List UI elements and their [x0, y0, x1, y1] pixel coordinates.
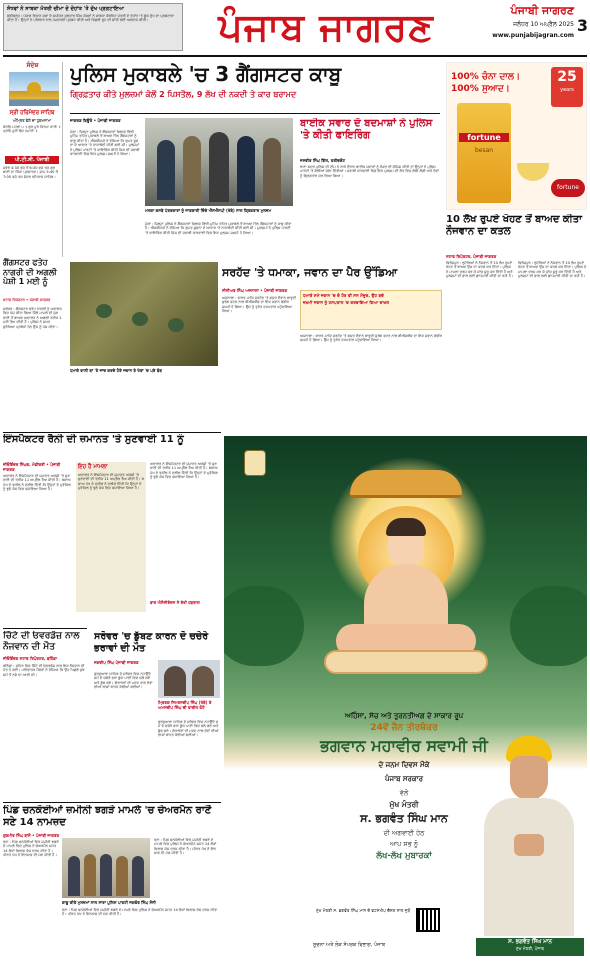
- blast-body: ਅਜਨਾਲਾ : ਭਾਰਤ-ਪਾਕਿ ਸਰਹੱਦ 'ਤੇ ਗਸ਼ਤ ਦੌਰਾਨ ਬਾਰੂਦੀ ਸੁਰੰਗ ਫਟਣ ਨਾਲ ਬੀਐੱਸਐੱਫ ਦਾ ਇਕ ਜਵਾਨ ਗੰਭੀਰ ਜ਼ਖ਼ਮੀ ਹੋ ਗਿਆ। ਉਸ ਨੂੰ ਤੁਰੰਤ ਹਸਪਤਾਲ ਪਹੁੰਚਾਇਆ ਗਿਆ।: [222, 296, 296, 314]
- drowning-body-col2: ਗੁਰਦੁਆਰਾ ਸਾਹਿਬ ਦੇ ਸਰੋਵਰ ਵਿਚ ਨਹਾਉਂਦੇ ਸਮੇਂ ਦੋ ਚਚੇਰੇ ਭਰਾ ਡੂੰਘੇ ਪਾਣੀ ਵਿਚ ਚਲੇ ਗਏ ਅਤੇ ਡੁੱਬ ਗਏ। ਗੋਤਾਖੋਰਾਂ ਦੀ ਮਦਦ ਨਾਲ ਦੋਵਾਂ ਦੀਆਂ ਲਾਸ਼ਾਂ ਬਾਹਰ ਕੱਢੀਆਂ ਗਈਆਂ।: [158, 720, 219, 738]
- main-body-col2: ਮੋਗਾ : ਜ਼ਿਲ੍ਹਾ ਪੁਲਿਸ ਨੇ ਗੈਂਗਸਟਰਾਂ ਖ਼ਿਲਾਫ਼ ਵਿੱਢੀ ਮੁਹਿੰਮ ਤਹਿਤ ਮੁਕਾਬਲੇ ਤੋਂ ਬਾਅਦ ਤਿੰਨ ਗੈਂਗਸਟਰਾਂ ਨੂੰ ਕਾਬੂ ਕੀਤਾ ਹੈ। ਐੱਸਐੱਸਪੀ ਨੇ ਦੱਸਿਆ ਕਿ ਗੁਪਤ ਸੂਚਨਾ ਦੇ ਆਧਾਰ 'ਤੇ ਨਾਕਾਬੰਦੀ ਕੀਤੀ ਗਈ ਸੀ। ਮੁਲਜ਼ਮਾਂ ਨੇ ਪੁਲਿਸ ਪਾਰਟੀ 'ਤੇ ਫਾਇਰਿੰਗ ਕੀਤੀ ਜਿਸ ਦੀ ਜਵਾਬੀ ਕਾਰਵਾਈ ਵਿਚ ਇਕ ਮੁਲਜ਼ਮ ਜ਼ਖ਼ਮੀ ਹੋ ਗਿਆ।: [145, 222, 292, 235]
- overdose-body: ਬਠਿੰਡਾ : ਸ਼ਹਿਰ ਵਿਚ ਚਿੱਟੇ ਦੀ ਓਵਰਡੋਜ਼ ਨਾਲ ਇਕ ਨੌਜਵਾਨ ਦੀ ਮੌਤ ਹੋ ਗਈ। ਪਰਿਵਾਰਕ ਮੈਂਬਰਾਂ ਨੇ ਦੱਸਿਆ ਕਿ ਉਹ ਪਿਛਲੇ ਕੁਝ ਸਮੇਂ ਤੋਂ ਨਸ਼ੇ ਦਾ ਆਦੀ ਸੀ।: [3, 664, 85, 677]
- inspector-subhead: ਬਾਰ ਐਸੋਸੀਏਸ਼ਨ ਨੇ ਰੱਖੀ ਹੜਤਾਲ: [150, 600, 200, 605]
- bike-body: ਥਾਣਾ ਸਦਰ ਪੁਲਿਸ ਦੀ ਟੀਮ ਨੇ ਨਾਕੇ ਦੌਰਾਨ ਬਾਈਕ ਸਵਾਰਾਂ ਨੂੰ ਰੋਕਣ ਦੀ ਕੋਸ਼ਿਸ਼ ਕੀਤੀ ਤਾਂ ਉਨ੍ਹਾਂ ਨੇ ਪੁਲਿਸ ਪਾਰਟੀ 'ਤੇ ਗੋਲੀਆਂ ਚਲਾ ਦਿੱਤੀਆਂ। ਜਵਾਬੀ ਕਾਰਵਾਈ ਵਿਚ ਇਕ ਮੁਲਜ਼ਮ ਦੀ ਲੱਤ ਵਿਚ ਗੋਲੀ ਲੱਗੀ ਅਤੇ ਦੋਵਾਂ ਨੂੰ ਗ੍ਰਿਫ਼ਤਾਰ ਕਰ ਲਿਆ ਗਿਆ।: [300, 165, 439, 178]
- mahavir-line5: ਪੰਜਾਬ ਸਰਕਾਰ: [384, 775, 423, 783]
- land-photo: [62, 838, 150, 898]
- mahavir-line2: 24ਵੇਂ ਜੈਨ ਤੀਰਥੰਕਰ: [370, 723, 438, 733]
- fortune-pack-brand: fortune: [459, 133, 509, 142]
- land-byline: ਗੁਰਮੀਤ ਸਿੰਘ ਬਾਂਸੋ • ਪੰਜਾਬੀ ਜਾਗਰਣ: [3, 833, 60, 838]
- fortune-pack-label: besan: [474, 147, 494, 154]
- fortune-badge-text: years: [560, 87, 574, 93]
- masthead-brand: ਪੰਜਾਬੀ ਜਾਗਰਣ: [510, 4, 574, 17]
- overdose-byline: ਜੀਓਇੰਦਰ ਸਟਾਫ ਰਿਪੋਰਟਰ, ਬਠਿੰਡਾ: [3, 656, 57, 661]
- murder-headline: 10 ਲੱਖ ਰੁਪਏ ਖੋਹਣ ਤੋਂ ਬਾਅਦ ਕੀਤਾ ਨੌਜਵਾਨ ਦਾ ਕਤਲ: [446, 214, 583, 237]
- mahavir-ad[interactable]: [224, 436, 587, 958]
- land-headline: ਪਿੰਡ ਚਨਕੋਈਆਂ ਜ਼ਮੀਨੀ ਝਗੜੇ ਮਾਮਲੇ 'ਚ ਚੇਅਰਮੈਨ ਰਾਣੋਂ ਸਣੇ 14 ਨਾਮਜ਼ਦ: [3, 805, 212, 828]
- mahavir-line4: ਦੇ ਜਨਮ ਦਿਵਸ ਮੌਕੇ: [378, 761, 430, 769]
- land-body: ਖੰਨਾ : ਪਿੰਡ ਚਨਕੋਈਆਂ ਵਿਖੇ ਜ਼ਮੀਨੀ ਝਗੜੇ ਦੇ ਮਾਮਲੇ ਵਿਚ ਪੁਲਿਸ ਨੇ ਚੇਅਰਮੈਨ ਸਮੇਤ 14 ਲੋਕਾਂ ਖ਼ਿਲਾਫ਼ ਕੇਸ ਦਰਜ ਕੀਤਾ ਹੈ। ਪੀੜਤ ਪੱਖ ਨੇ ਇਨਸਾਫ਼ ਦੀ ਮੰਗ ਕੀਤੀ ਹੈ।: [3, 840, 59, 858]
- top-news-text: ਚੰਡੀਗੜ੍ਹ : ਪੰਜਾਬ ਵਿਧਾਨ ਸਭਾ ਦੇ ਸਪੀਕਰ ਕੁਲਤਾਰ ਸਿੰਘ ਸੰਧਵਾਂ ਨੇ ਸਾਬਕਾ ਕੈਬਨਿਟ ਮੰਤਰੀ ਦੇ ਦੇਹਾਂਤ 'ਤੇ ਡੂੰਘੇ ਦੁੱਖ ਦਾ ਪ੍ਰਗਟਾਵਾ ਕੀਤਾ ਹੈ। ਉਨ੍ਹਾਂ ਨੇ ਪਰਿਵਾਰ ਨਾਲ ਹਮਦਰਦੀ ਪ੍ਰਗਟ ਕੀਤੀ ਅਤੇ ਵਿਛੜੀ ਰੂਹ ਦੀ ਸ਼ਾਂਤੀ ਲਈ ਅਰਦਾਸ ਕੀਤੀ।: [7, 14, 174, 23]
- blast-byline: ਸੀਨੀਅਰ ਸਿੰਘ ਅਜਨਾਲਾ • ਪੰਜਾਬੀ ਜਾਗਰਣ: [222, 288, 288, 293]
- fortune-besan-bowl: [517, 163, 549, 181]
- murder-body-col2: ਫਿਰੋਜ਼ਪੁਰ : ਲੁਟੇਰਿਆਂ ਨੇ ਨੌਜਵਾਨ ਤੋਂ 10 ਲੱਖ ਰੁਪਏ ਖੋਹਣ ਤੋਂ ਬਾਅਦ ਉਸ ਦਾ ਕਤਲ ਕਰ ਦਿੱਤਾ। ਪੁਲਿਸ ਨੇ ਮਾਮਲਾ ਦਰਜ ਕਰ ਕੇ ਜਾਂਚ ਸ਼ੁਰੂ ਕਰ ਦਿੱਤੀ ਹੈ ਅਤੇ ਮੁਲਜ਼ਮਾਂ ਦੀ ਭਾਲ ਲਈ ਛਾਪੇਮਾਰੀ ਕੀਤੀ ਜਾ ਰਹੀ ਹੈ।: [518, 261, 587, 279]
- drowning-body: ਗੁਰਦੁਆਰਾ ਸਾਹਿਬ ਦੇ ਸਰੋਵਰ ਵਿਚ ਨਹਾਉਂਦੇ ਸਮੇਂ ਦੋ ਚਚੇਰੇ ਭਰਾ ਡੂੰਘੇ ਪਾਣੀ ਵਿਚ ਚਲੇ ਗਏ ਅਤੇ ਡੁੱਬ ਗਏ। ਗੋਤਾਖੋਰਾਂ ਦੀ ਮਦਦ ਨਾਲ ਦੋਵਾਂ ਦੀਆਂ ਲਾਸ਼ਾਂ ਬਾਹਰ ਕੱਢੀਆਂ ਗਈਆਂ।: [94, 672, 153, 690]
- gangster-story: [3, 258, 63, 438]
- fortune-logo: fortune: [551, 179, 585, 197]
- main-headline: ਪੁਲਿਸ ਮੁਕਾਬਲੇ 'ਚ 3 ਗੈਂਗਸਟਰ ਕਾਬੂ: [70, 62, 342, 86]
- land-photo-caption: ਕਾਬੂ ਕੀਤੇ ਮੁਲਜ਼ਮਾਂ ਨਾਲ ਸਾਰਾ ਪੁਲਿਸ ਪਾਰਟੀ ਜਗਵੰਤ ਸਿੰਘ ਸੰਨੀ: [62, 900, 156, 905]
- fortune-badge: [551, 67, 583, 107]
- sidebar-sandesh: [3, 62, 63, 257]
- masthead-divider: [3, 55, 587, 57]
- fortune-ad[interactable]: [446, 62, 587, 210]
- mahavir-canopy: [350, 470, 462, 498]
- blast-photo-caption: ਧਮਾਕੇ ਵਾਲੀ ਥਾਂ 'ਤੇ ਜਾਂਚ ਕਰਦੇ ਹੋਏ ਜਵਾਨ ਤੇ ਖੇਤਾਂ 'ਚ ਪਏ ਬੰਬ: [70, 368, 162, 373]
- overdose-divider: [3, 628, 87, 629]
- mahavir-line8: ਸ. ਭਗਵੰਤ ਸਿੰਘ ਮਾਨ: [360, 812, 448, 825]
- fortune-badge-number: 25: [557, 69, 577, 85]
- golden-temple-image: [9, 72, 59, 106]
- drowning-photo: [158, 660, 220, 698]
- mahavir-line11: ਲੱਖ-ਲੱਖ ਮੁਬਾਰਕਾਂ: [376, 851, 432, 861]
- bike-headline: ਬਾਈਕ ਸਵਾਰ ਦੋ ਬਦਮਾਸ਼ਾਂ ਨੇ ਪੁਲਿਸ 'ਤੇ ਕੀਤੀ ਫਾਇਰਿੰਗ: [300, 118, 433, 141]
- mahavir-line1: ਅਹਿੰਸਾ, ਸੱਚ ਅਤੇ ਤੁਰਨਤੀਅਗ ਦੇ ਸਾਕਾਰ ਰੂਪ: [344, 712, 464, 720]
- mahavir-hair: [386, 518, 426, 536]
- left-foliage: [224, 586, 304, 666]
- gangster-body: ਜਲੰਧਰ : ਗੈਂਗਸਟਰ ਫਤੇਹ ਨਾਗਰੀ ਨੂੰ ਅਦਾਲਤ ਵਿਚ ਪੇਸ਼ ਕੀਤਾ ਗਿਆ ਜਿੱਥੇ ਮਾਮਲੇ ਦੀ ਸੁਣਵਾਈ ਤੋਂ ਬਾਅਦ ਅਦਾਲਤ ਨੇ ਅਗਲੀ ਤਰੀਕ 1 ਮਈ ਤੈਅ ਕੀਤੀ ਹੈ। ਪੁਲਿਸ ਨੇ ਸਖ਼ਤ ਸੁਰੱਖਿਆ ਪ੍ਰਬੰਧਾਂ ਹੇਠ ਉਸ ਨੂੰ ਪੇਸ਼ ਕੀਤਾ।: [3, 307, 62, 329]
- inspector-box-title: ਇਹ ਹੈ ਮਾਮਲਾ: [78, 464, 108, 470]
- punjab-emblem: [244, 450, 266, 476]
- blast-headline: ਸਰਹੱਦ 'ਤੇ ਧਮਾਕਾ, ਜਵਾਨ ਦਾ ਪੈਰ ਉੱਡਿਆ: [222, 266, 398, 279]
- inspector-headline: ਇੰਸਪੈਕਟਰ ਰੈਨੀ ਦੀ ਜ਼ਮਾਨਤ 'ਤੇ ਸੁਣਵਾਈ 11 ਨੂੰ: [3, 434, 184, 445]
- mahavir-line10: ਆਪ ਸਭ ਨੂੰ: [390, 840, 418, 848]
- land-divider: [3, 802, 221, 803]
- ptc-label: ਪੀ.ਟੀ.ਸੀ. ਪੰਜਾਬੀ: [5, 156, 59, 164]
- main-photo-caption: ਮਲਕਾ ਕਸਬੇ ਪੱਤਰਕਾਰਾਂ ਨੂੰ ਜਾਣਕਾਰੀ ਦਿੰਦੇ ਐੱਸਐੱਸਪੀ (ਖੱਬੇ) ਨਾਲ ਗ੍ਰਿਫ਼ਤਾਰ ਮੁਲਜ਼ਮ: [145, 208, 272, 213]
- mahavir-line7: ਮੁੱਖ ਮੰਤਰੀ: [389, 800, 419, 809]
- blast-bullets: [300, 290, 442, 330]
- cm-name: ਸ. ਭਗਵੰਤ ਸਿੰਘ ਮਾਨ: [508, 939, 552, 945]
- murder-byline: ਸਟਾਫ ਰਿਪੋਰਟਰ, ਪੰਜਾਬੀ ਜਾਗਰਣ: [446, 254, 497, 259]
- main-body: ਮੋਗਾ : ਜ਼ਿਲ੍ਹਾ ਪੁਲਿਸ ਨੇ ਗੈਂਗਸਟਰਾਂ ਖ਼ਿਲਾਫ਼ ਵਿੱਢੀ ਮੁਹਿੰਮ ਤਹਿਤ ਮੁਕਾਬਲੇ ਤੋਂ ਬਾਅਦ ਤਿੰਨ ਗੈਂਗਸਟਰਾਂ ਨੂੰ ਕਾਬੂ ਕੀਤਾ ਹੈ। ਐੱਸਐੱਸਪੀ ਨੇ ਦੱਸਿਆ ਕਿ ਗੁਪਤ ਸੂਚਨਾ ਦੇ ਆਧਾਰ 'ਤੇ ਨਾਕਾਬੰਦੀ ਕੀਤੀ ਗਈ ਸੀ। ਮੁਲਜ਼ਮਾਂ ਨੇ ਪੁਲਿਸ ਪਾਰਟੀ 'ਤੇ ਫਾਇਰਿੰਗ ਕੀਤੀ ਜਿਸ ਦੀ ਜਵਾਬੀ ਕਾਰਵਾਈ ਵਿਚ ਇਕ ਮੁਲਜ਼ਮ ਜ਼ਖ਼ਮੀ ਹੋ ਗਿਆ।: [70, 130, 140, 157]
- inspector-byline: ਜੀਓਇੰਦਰ ਸਿੰਘਵ, ਮੰਡੀਕਰੀ • ਪੰਜਾਬੀ ਜਾਗਰਣ: [3, 462, 61, 472]
- drowning-headline: ਸਰੋਵਰ 'ਚ ਡੁੱਬਣ ਕਾਰਨ ਦੋ ਚਚੇਰੇ ਭਰਾਵਾਂ ਦੀ ਮੌਤ: [94, 631, 209, 654]
- fortune-pack: [457, 103, 511, 203]
- gangster-byline: ਸਟਾਫ ਰਿਪੋਰਟਰ • ਪੰਜਾਬੀ ਜਾਗਰਣ: [3, 298, 51, 302]
- inspector-body: ਅਦਾਲਤ ਨੇ ਇੰਸਪੈਕਟਰ ਦੀ ਜ਼ਮਾਨਤ ਅਰਜ਼ੀ 'ਤੇ ਸੁਣਵਾਈ ਦੀ ਤਰੀਕ 11 ਅਪ੍ਰੈਲ ਤੈਅ ਕੀਤੀ ਹੈ। ਬਚਾਅ ਪੱਖ ਦੇ ਵਕੀਲ ਨੇ ਦਲੀਲ ਦਿੱਤੀ ਕਿ ਉਨ੍ਹਾਂ ਦੇ ਮੁਵੱਕਿਲ ਨੂੰ ਝੂਠੇ ਕੇਸ ਵਿਚ ਫਸਾਇਆ ਗਿਆ ਹੈ।: [3, 474, 71, 492]
- main-divider: [70, 113, 440, 114]
- blast-bullet-2: ਜ਼ਖ਼ਮੀ ਜਵਾਨ ਨੂੰ ਹਸਪਤਾਲ 'ਚ ਕਰਵਾਇਆ ਗਿਆ ਦਾਖ਼ਲ: [303, 300, 390, 306]
- inspector-divider: [3, 432, 221, 433]
- sandesh-title: ਸੰਦੇਸ਼: [26, 62, 39, 69]
- mahavir-lotus: [324, 650, 488, 674]
- inspector-box-text: ਅਦਾਲਤ ਨੇ ਇੰਸਪੈਕਟਰ ਦੀ ਜ਼ਮਾਨਤ ਅਰਜ਼ੀ 'ਤੇ ਸੁਣਵਾਈ ਦੀ ਤਰੀਕ 11 ਅਪ੍ਰੈਲ ਤੈਅ ਕੀਤੀ ਹੈ। ਬਚਾਅ ਪੱਖ ਦੇ ਵਕੀਲ ਨੇ ਦਲੀਲ ਦਿੱਤੀ ਕਿ ਉਨ੍ਹਾਂ ਦੇ ਮੁਵੱਕਿਲ ਨੂੰ ਝੂਠੇ ਕੇਸ ਵਿਚ ਫਸਾਇਆ ਗਿਆ ਹੈ।: [78, 473, 144, 491]
- qr-text: ਮੁੱਖ ਮੰਤਰੀ ਸ. ਭਗਵੰਤ ਸਿੰਘ ਮਾਨ ਦੇ ਵਟਸਐਪ ਚੈਨਲ ਨਾਲ ਜੁੜੋ: [316, 908, 411, 913]
- masthead-date: ਜਲੰਧਰ 10 ਅਪ੍ਰੈਲ 2025: [513, 21, 574, 28]
- mahavir-line9: ਦੀ ਅਗਵਾਈ ਹੇਠ: [383, 829, 425, 837]
- fortune-tagline: 100% ਚੰਨਾ ਦਾਲ। 100% ਸੁਆਦ।: [451, 72, 521, 94]
- land-body-col3: ਖੰਨਾ : ਪਿੰਡ ਚਨਕੋਈਆਂ ਵਿਖੇ ਜ਼ਮੀਨੀ ਝਗੜੇ ਦੇ ਮਾਮਲੇ ਵਿਚ ਪੁਲਿਸ ਨੇ ਚੇਅਰਮੈਨ ਸਮੇਤ 14 ਲੋਕਾਂ ਖ਼ਿਲਾਫ਼ ਕੇਸ ਦਰਜ ਕੀਤਾ ਹੈ। ਪੀੜਤ ਪੱਖ ਨੇ ਇਨਸਾਫ਼ ਦੀ ਮੰਗ ਕੀਤੀ ਹੈ।: [154, 838, 217, 856]
- blast-body-col2: ਅਜਨਾਲਾ : ਭਾਰਤ-ਪਾਕਿ ਸਰਹੱਦ 'ਤੇ ਗਸ਼ਤ ਦੌਰਾਨ ਬਾਰੂਦੀ ਸੁਰੰਗ ਫਟਣ ਨਾਲ ਬੀਐੱਸਐੱਫ ਦਾ ਇਕ ਜਵਾਨ ਗੰਭੀਰ ਜ਼ਖ਼ਮੀ ਹੋ ਗਿਆ। ਉਸ ਨੂੰ ਤੁਰੰਤ ਹਸਪਤਾਲ ਪਹੁੰਚਾਇਆ ਗਿਆ।: [300, 334, 442, 343]
- masthead-title: ਪੰਜਾਬ ਜਾਗਰਣ: [218, 5, 434, 49]
- mahavir-line3: ਭਗਵਾਨ ਮਹਾਵੀਰ ਸਵਾਮੀ ਜੀ: [320, 736, 488, 755]
- overdose-headline: ਚਿੱਟੇ ਦੀ ਓਵਰਡੋਜ਼ ਨਾਲ ਨੌਜਵਾਨ ਦੀ ਮੌਤ: [3, 631, 80, 652]
- qr-code-icon[interactable]: [416, 908, 440, 932]
- gurbani-title: ਸ੍ਰੀ ਹਰਿਮੰਦਰ ਸਾਹਿਬ: [9, 110, 55, 116]
- main-photo: [145, 118, 293, 206]
- top-news-box: [3, 3, 183, 51]
- main-byline: ਜਾਗਰਣ ਬਿਊਰੋ • ਪੰਜਾਬੀ ਜਾਗਰਣ: [70, 118, 121, 123]
- gangster-headline: ਗੈਂਗਸਟਰ ਫਤੇਹ ਨਾਗਰੀ ਦੀ ਅਗਲੀ ਪੇਸ਼ੀ 1 ਮਈ ਨੂੰ: [3, 258, 57, 286]
- mahavir-footer: ਸੂਚਨਾ ਅਤੇ ਲੋਕ ਸੰਪਰਕ ਵਿਭਾਗ, ਪੰਜਾਬ: [313, 942, 385, 948]
- blast-bullet-1: ਧਮਾਕੇ ਸਮੇਂ ਜਵਾਨ 'ਚ ਦੋ ਹੋਰ ਵੀ ਸਨ ਮੌਜੂਦ, ਉਹ ਬਚੇ: [303, 293, 384, 298]
- inspector-body-col3: ਅਦਾਲਤ ਨੇ ਇੰਸਪੈਕਟਰ ਦੀ ਜ਼ਮਾਨਤ ਅਰਜ਼ੀ 'ਤੇ ਸੁਣਵਾਈ ਦੀ ਤਰੀਕ 11 ਅਪ੍ਰੈਲ ਤੈਅ ਕੀਤੀ ਹੈ। ਬਚਾਅ ਪੱਖ ਦੇ ਵਕੀਲ ਨੇ ਦਲੀਲ ਦਿੱਤੀ ਕਿ ਉਨ੍ਹਾਂ ਦੇ ਮੁਵੱਕਿਲ ਨੂੰ ਝੂਠੇ ਕੇਸ ਵਿਚ ਫਸਾਇਆ ਗਿਆ ਹੈ।: [150, 462, 218, 480]
- murder-body: ਫਿਰੋਜ਼ਪੁਰ : ਲੁਟੇਰਿਆਂ ਨੇ ਨੌਜਵਾਨ ਤੋਂ 10 ਲੱਖ ਰੁਪਏ ਖੋਹਣ ਤੋਂ ਬਾਅਦ ਉਸ ਦਾ ਕਤਲ ਕਰ ਦਿੱਤਾ। ਪੁਲਿਸ ਨੇ ਮਾਮਲਾ ਦਰਜ ਕਰ ਕੇ ਜਾਂਚ ਸ਼ੁਰੂ ਕਰ ਦਿੱਤੀ ਹੈ ਅਤੇ ਮੁਲਜ਼ਮਾਂ ਦੀ ਭਾਲ ਲਈ ਛਾਪੇਮਾਰੀ ਕੀਤੀ ਜਾ ਰਹੀ ਹੈ।: [446, 261, 514, 279]
- masthead-website[interactable]: www.punjabijagran.com: [492, 32, 574, 39]
- land-body-col2: ਖੰਨਾ : ਪਿੰਡ ਚਨਕੋਈਆਂ ਵਿਖੇ ਜ਼ਮੀਨੀ ਝਗੜੇ ਦੇ ਮਾਮਲੇ ਵਿਚ ਪੁਲਿਸ ਨੇ ਚੇਅਰਮੈਨ ਸਮੇਤ 14 ਲੋਕਾਂ ਖ਼ਿਲਾਫ਼ ਕੇਸ ਦਰਜ ਕੀਤਾ ਹੈ। ਪੀੜਤ ਪੱਖ ਨੇ ਇਨਸਾਫ਼ ਦੀ ਮੰਗ ਕੀਤੀ ਹੈ।: [62, 908, 218, 917]
- schedule-text: ਸਵੇਰੇ 4:30 ਵਜੇ ਤੋਂ 6:30 ਵਜੇ ਤਕ ਗੁਰਬਾਣੀ ਦਾ ਸਿੱਧਾ ਪ੍ਰਸਾਰਣ। ਸ਼ਾਮ 5:40 ਤੋਂ 7:00 ਵਜੇ ਤਕ ਸੋਦਰ ਰਹਿਰਾਸ ਸਾਹਿਬ।: [3, 166, 58, 179]
- page-number: 3: [576, 16, 588, 35]
- inspector-box: [76, 462, 146, 612]
- cm-photo: [474, 736, 584, 936]
- drowning-byline: ਜਗਦੀਪ ਸਿੰਘ ਪੰਜਾਬੀ ਜਾਗਰਣ: [94, 660, 139, 665]
- bike-byline: ਜਸਵੀਰ ਸਿੰਘ ਗਿੱਲ, ਫਰੀਦਕੋਟ: [300, 158, 346, 163]
- cm-title: ਮੁੱਖ ਮੰਤਰੀ, ਪੰਜਾਬ: [516, 946, 544, 951]
- drowning-photo-caption: ਮ੍ਰਿਤਕ ਸਿਮਰਨਦੀਪ ਸਿੰਘ (ਖੱਬੇ) ਤੇ ਅਮਨਦੀਪ ਸਿੰਘ ਦੀ ਫਾਈਲ ਫੋਟੋ: [158, 700, 212, 710]
- cm-name-bar: [476, 938, 584, 956]
- top-news-heading: ਸੰਧਵਾਂ ਨੇ ਸਾਬਕਾ ਮੰਤਰੀ ਚੀਮਾ ਦੇ ਦੇਹਾਂਤ 'ਤੇ ਦੁੱਖ ਪ੍ਰਗਟਾਇਆ: [7, 6, 125, 12]
- gurbani-sub: ਅੰਮ੍ਰਿਤ ਵੇਲੇ ਦਾ ਹੁਕਮਨਾਮਾ: [12, 118, 52, 123]
- blast-photo: [70, 262, 218, 366]
- mahavir-line6: ਵੱਲੋਂ: [399, 789, 409, 797]
- right-foliage: [510, 586, 587, 666]
- main-subheadline: ਗ੍ਰਿਫ਼ਤਾਰ ਕੀਤੇ ਮੁਲਜ਼ਮਾਂ ਕੋਲੋਂ 2 ਪਿਸਤੌਲ, 9 ਲੱਖ ਦੀ ਨਕਦੀ ਤੇ ਕਾਰ ਬਰਾਮਦ: [70, 90, 297, 99]
- gurbani-text: ਸੋਰਠਿ ਮਹਲਾ ੫ ॥ ਗੁਰ ਪੂਰੇ ਕਿਰਪਾ ਧਾਰੀ ॥ ਪ੍ਰਭਿ ਪੂਰੀ ਲੋਚ ਹਮਾਰੀ ॥: [3, 125, 61, 134]
